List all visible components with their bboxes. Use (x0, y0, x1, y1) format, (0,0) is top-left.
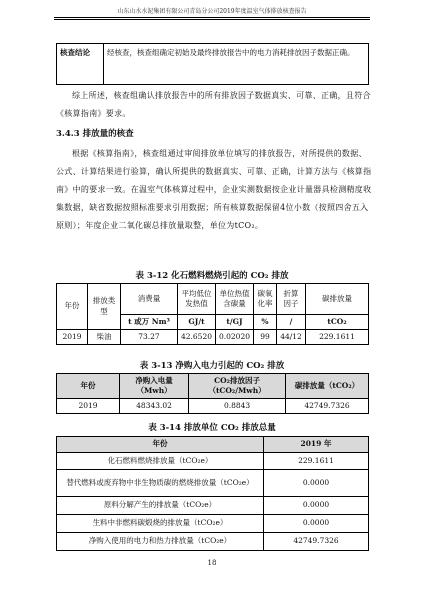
th-factor: CO₂排放因子（tCO₂/Mwh） (189, 374, 286, 399)
row-value: 0.0000 (264, 515, 369, 533)
table-row (57, 515, 369, 533)
table-row (57, 497, 369, 515)
row-item: 替代燃料或废弃物中非生物质碳的燃烧排放量（tCO₂e） (57, 470, 264, 497)
conclusion-text: 经核查，核查组确定初始及最终排放报告中的电力消耗排放因子数据正确。 (104, 44, 369, 85)
row-value: 42749.7326 (264, 533, 369, 551)
th-year: 2019 年 (264, 437, 369, 453)
page-header: 山东山水水泥集团有限公司青岛分公司2019年度温室气体排放核查报告 (117, 8, 307, 15)
th-emis: 碳排放量（tCO₂） (286, 374, 369, 399)
cell-factor: 0.8843 (189, 399, 286, 414)
th-ncv: 平均低位发热值 (177, 284, 215, 315)
cell-year: 2019 (57, 399, 120, 414)
section-number: 3.4.3 (56, 129, 80, 139)
row-item: 化石燃料燃烧排放量（tCO₂e） (57, 453, 264, 470)
cell-power: 48343.02 (120, 399, 189, 414)
cell-emis: 42749.7326 (286, 399, 369, 414)
th-consume: 消费量 (121, 284, 178, 315)
fossil-fuel-table (56, 283, 369, 345)
row-item: 生料中非燃料碳煅烧的排放量（tCO₂e） (57, 515, 264, 533)
conclusion-label: 核查结论 (57, 44, 104, 85)
th-ox: 碳氧化率 (254, 284, 277, 315)
header-rule-thin (54, 19, 370, 20)
th-cc: 单位热值含碳量 (215, 284, 253, 315)
total-emission-table (56, 436, 369, 551)
table-row (57, 453, 369, 470)
summary-paragraph: 综上所述，核查组确认排放报告中的所有排放因子数据真实、可靠、正确，且符合《核算指南》要求。 (56, 91, 371, 118)
section-heading (56, 127, 134, 139)
th-type: 排放类型 (88, 284, 121, 330)
section-title: 排放量的核查 (82, 129, 134, 139)
unit-ox: % (254, 315, 277, 330)
table14-caption: 表 3-14 排放单位 CO₂ 排放总量 (148, 423, 276, 433)
table-row (57, 399, 369, 414)
row-value: 0.0000 (264, 497, 369, 515)
electricity-table (56, 373, 369, 414)
unit-cc: t/GJ (215, 315, 253, 330)
table12-caption: 表 3-12 化石燃料燃烧引起的 CO₂ 排放 (135, 271, 289, 281)
table-row (57, 533, 369, 551)
cell-consume: 73.27 (121, 330, 178, 345)
body-paragraph: 根据《核算指南》，核查组通过审阅排放单位填写的排放报告，对所提供的数据、公式、计算结果进行验算，确认所提供的数据真实、可靠、正确，计算方法与《核算指南》中的要求一致。在温室气体核算过程中，企业实测数据按企业计量器具检测精度收集数据，缺省数据按照标准要求引用数据；所有核算数据保留4位小数（按照四舍五入原则）；年度企业二氧化碳总排放量取整，单位为tCO₂。 (56, 149, 372, 230)
cell-type: 柴油 (88, 330, 121, 345)
row-value: 229.1611 (264, 453, 369, 470)
row-value: 0.0000 (264, 470, 369, 497)
cell-cc: 0.02020 (215, 330, 253, 345)
cell-ncv: 42.6520 (177, 330, 215, 345)
th-item: 年份 (57, 437, 264, 453)
table-row (57, 470, 369, 497)
th-year: 年份 (57, 284, 88, 330)
unit-ncv: GJ/t (177, 315, 215, 330)
unit-emis: tCO₂ (306, 315, 369, 330)
table13-caption: 表 3-13 净购入电力引起的 CO₂ 排放 (139, 361, 285, 371)
table-row (57, 330, 369, 345)
th-power: 净购入电量（Mwh） (120, 374, 189, 399)
conclusion-table (56, 43, 369, 85)
cell-year: 2019 (57, 330, 88, 345)
unit-ratio: / (277, 315, 306, 330)
th-year: 年份 (57, 374, 120, 399)
cell-ratio: 44/12 (277, 330, 306, 345)
row-item: 净购入使用的电力和热力排放量（tCO₂e） (57, 533, 264, 551)
unit-consume: t 或万 Nm³ (121, 315, 178, 330)
cell-emis: 229.1611 (306, 330, 369, 345)
row-item: 原料分解产生的排放量（tCO₂e） (57, 497, 264, 515)
cell-ox: 99 (254, 330, 277, 345)
th-ratio: 折算因子 (277, 284, 306, 315)
th-emis: 碳排放量 (306, 284, 369, 315)
page-number: 18 (207, 559, 217, 567)
header-rule (54, 17, 370, 18)
